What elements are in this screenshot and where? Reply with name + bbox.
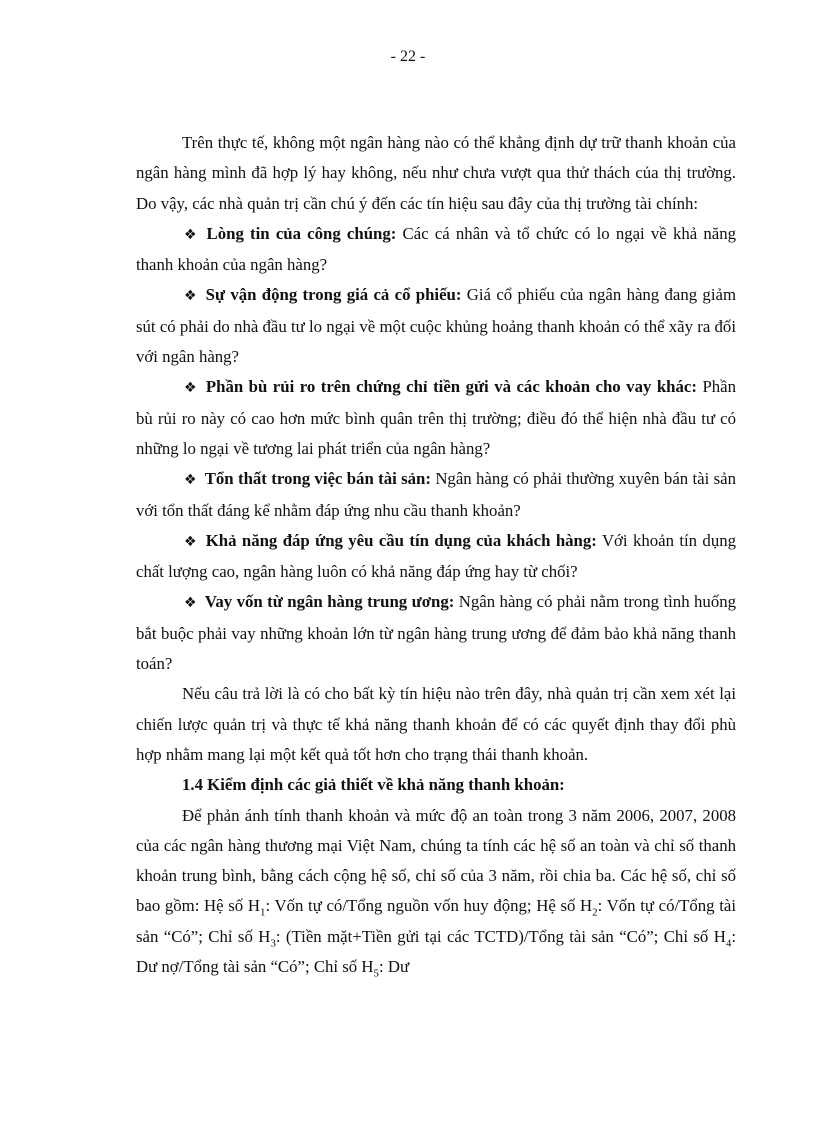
diamond-four-bullet-icon: ❖ bbox=[184, 472, 197, 489]
signal-title: Sự vận động trong giá cả cổ phiếu: bbox=[205, 285, 462, 305]
section-text: : Dư nợ/Tổng tài sản “Có”; Chỉ số H bbox=[136, 926, 736, 977]
signal-title: Tổn thất trong việc bán tài sản: bbox=[204, 469, 431, 489]
signal-item-central-bank bbox=[136, 587, 736, 679]
subscript: 2 bbox=[592, 906, 598, 919]
conclusion-paragraph: Nếu câu trả lời là có cho bất kỳ tín hiệu nào trên đây, nhà quản trị cần xem xét lại chiến lược quản trị và thực tế khả năng thanh khoản để có các quyết định thay đổi phù hợp nhằm mang lại một kết quả tốt hơn cho trạng thái thanh khoản. bbox=[136, 684, 736, 764]
subscript: 1 bbox=[259, 906, 266, 919]
signal-text: Các cá nhân và tổ chức có lo ngại về khả năng thanh khoản của ngân hàng? bbox=[136, 223, 736, 275]
signal-item-public-trust bbox=[136, 219, 736, 281]
signal-text: Ngân hàng có phải thường xuyên bán tài sản với tổn thất đáng kể nhằm đáp ứng nhu cầu thanh khoản? bbox=[136, 469, 736, 520]
section-heading: 1.4 Kiểm định các giả thiết về khả năng thanh khoản: bbox=[182, 775, 565, 795]
signal-item-risk-premium bbox=[136, 372, 736, 464]
subscript: 3 bbox=[270, 937, 276, 950]
section-text: : (Tiền mặt+Tiền gửi tại các TCTD)/Tổng tài sản “Có”; Chỉ số H bbox=[275, 926, 726, 946]
section-text: Để phản ánh tính thanh khoản và mức độ an toàn trong 3 năm 2006, 2007, 2008 của các ngân hàng thương mại Việt Nam, chúng ta tính các hệ số an toàn và chỉ số thanh khoản trung bình, bằng cách cộng hệ số, chỉ số của 3 năm, rồi chia ba. Các hệ số, chỉ số bao gồm: Hệ số H bbox=[136, 805, 736, 916]
signal-text: Phần bù rủi ro này có cao hơn mức bình quân trên thị trường; điều đó thể hiện nhà đầu tư có những lo ngại về tương lai phát triển của ngân hàng? bbox=[136, 377, 737, 458]
section-paragraph bbox=[136, 801, 736, 983]
signal-item-asset-loss bbox=[136, 464, 736, 526]
diamond-four-bullet-icon: ❖ bbox=[184, 288, 198, 305]
diamond-four-bullet-icon: ❖ bbox=[184, 380, 198, 397]
signal-text: Giá cổ phiếu của ngân hàng đang giảm sút có phải do nhà đầu tư lo ngại về một cuộc khủng hoảng thanh khoản có thể xãy ra đối với ngân hàng? bbox=[136, 285, 736, 367]
subscript: 4 bbox=[725, 937, 732, 950]
signal-title: Vay vốn từ ngân hàng trung ương: bbox=[204, 592, 455, 612]
subscript: 5 bbox=[373, 967, 380, 980]
section-text: : Vốn tự có/Tổng nguồn vốn huy động; Hệ số H bbox=[265, 896, 593, 916]
signal-text: Với khoản tín dụng chất lượng cao, ngân hàng luôn có khả năng đáp ứng hay từ chối? bbox=[136, 530, 736, 582]
section-text: : Vốn tự có/Tổng tài sản “Có”; Chỉ số H bbox=[136, 896, 737, 946]
signal-title: Khả năng đáp ứng yêu cầu tín dụng của khách hàng: bbox=[205, 530, 597, 550]
signal-item-stock-price bbox=[136, 280, 736, 372]
diamond-four-bullet-icon: ❖ bbox=[184, 533, 198, 550]
diamond-four-bullet-icon: ❖ bbox=[184, 226, 199, 243]
diamond-four-bullet-icon: ❖ bbox=[184, 595, 197, 612]
signal-text: Ngân hàng có phải nằm trong tình huống bắt buộc phải vay những khoản lớn từ ngân hàng trung ương để đảm bảo khả năng thanh toán? bbox=[136, 592, 736, 674]
signal-item-credit-demand bbox=[136, 526, 736, 588]
intro-paragraph: Trên thực tế, không một ngân hàng nào có thể khẳng định dự trữ thanh khoản của ngân hàng mình đã hợp lý hay không, nếu như chưa vượt qua thử thách của thị trường. Do vậy, các nhà quản trị cần chú ý đến các tín hiệu sau đây của thị trường tài chính: bbox=[136, 133, 736, 213]
page-number: - 22 - bbox=[390, 48, 426, 65]
signal-title: Phần bù rủi ro trên chứng chỉ tiền gửi và các khoản cho vay khác: bbox=[205, 377, 697, 397]
section-text: : Dư bbox=[379, 957, 410, 977]
body-text bbox=[136, 128, 736, 982]
signal-title: Lòng tin của công chúng: bbox=[206, 223, 397, 243]
